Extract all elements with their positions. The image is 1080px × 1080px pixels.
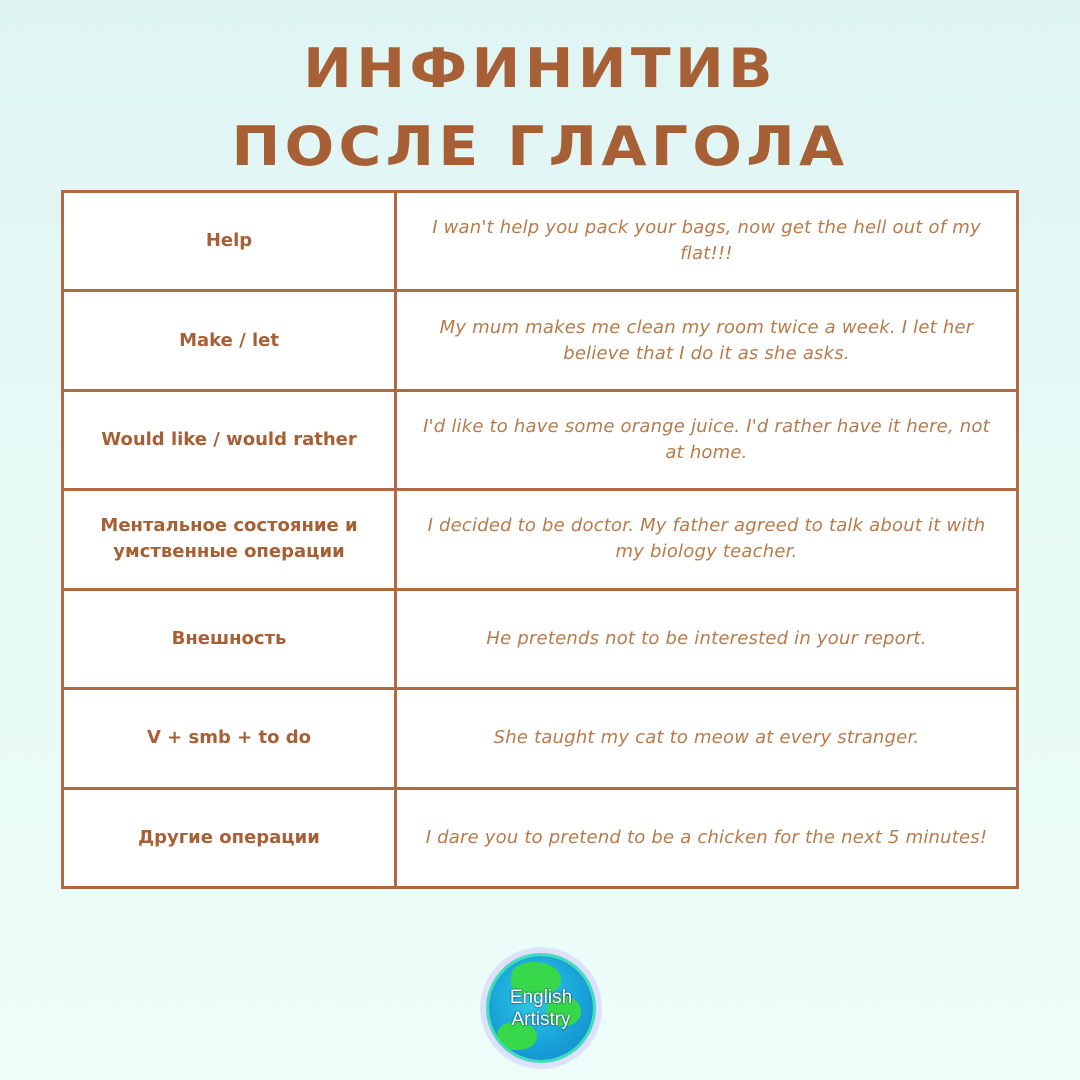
table-row — [64, 193, 1016, 292]
table-row — [64, 591, 1016, 690]
table-row — [64, 292, 1016, 391]
table-cell-category: Внешность — [64, 591, 397, 687]
infinitive-table — [61, 190, 1019, 889]
table-cell-example: I wan't help you pack your bags, now get the hell out of my flat!!! — [432, 217, 981, 265]
table-cell-category: Make / let — [64, 292, 397, 388]
logo-text-line-1: English — [509, 987, 573, 1008]
table-row — [64, 491, 1016, 590]
globe-icon — [489, 956, 593, 1060]
logo-text-line-2: Artistry — [511, 1009, 571, 1030]
table-cell-example: I decided to be doctor. My father agreed to talk about it with my biology teacher. — [427, 515, 986, 563]
page-title-line-2: ПОСЛЕ ГЛАГОЛА — [231, 115, 849, 178]
english-artistry-logo — [480, 947, 602, 1069]
table-cell-example: I'd like to have some orange juice. I'd rather have it here, not at home. — [423, 416, 990, 464]
table-cell-category: Would like / would rather — [64, 392, 397, 488]
table-cell-category: Ментальное состояние и умственные операции — [64, 491, 397, 587]
table-cell-example: She taught my cat to meow at every stranger. — [493, 727, 920, 749]
table-cell-category: V + smb + to do — [64, 690, 397, 786]
table-row — [64, 690, 1016, 789]
page-title-line-1: ИНФИНИТИВ — [303, 37, 777, 100]
table-cell-example: My mum makes me clean my room twice a week. I let her believe that I do it as she asks. — [439, 316, 974, 364]
table-row — [64, 790, 1016, 886]
table-row — [64, 392, 1016, 491]
table-cell-category: Другие операции — [64, 790, 397, 886]
table-cell-category: Help — [64, 193, 397, 289]
table-cell-example: He pretends not to be interested in your report. — [486, 627, 927, 649]
table-cell-example: I dare you to pretend to be a chicken for the next 5 minutes! — [425, 826, 988, 848]
